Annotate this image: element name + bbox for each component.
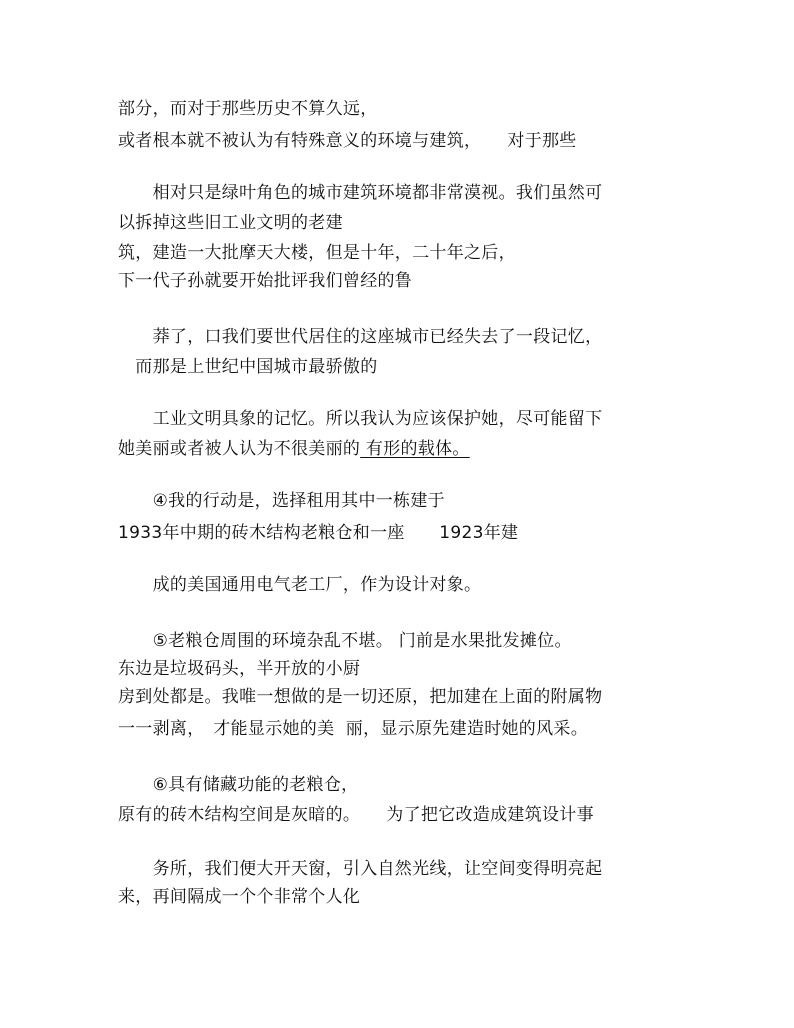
text-line: 务所，我们便大开天窗，引入自然光线，让空间变得明亮起 (118, 859, 603, 879)
text-line: ④我的行动是，选择租用其中一栋建于 (118, 491, 445, 511)
text-line: 筑，建造一大批摩天大楼，但是十年，二十年之后， (118, 243, 516, 263)
text-line: ⑤老粮仓周围的环境杂乱不堪。 门前是水果批发摊位。 (118, 631, 572, 651)
text-line: 部分，而对于那些历史不算久远， (118, 99, 378, 119)
text-line: 房到处都是。我唯一想做的是一切还原，把加建在上面的附属物 (118, 687, 603, 707)
text-line: 工业文明具象的记忆。所以我认为应该保护她，尽可能留下 (118, 409, 603, 429)
text-line: 或者根本就不被认为有特殊意义的环境与建筑， 对于那些 (118, 131, 577, 151)
text-line: ⑥具有储藏功能的老粮仓， (118, 775, 359, 795)
text-line: 成的美国通用电气老工厂，作为设计对象。 (118, 575, 482, 595)
text-line: 莽了，口我们要世代居住的这座城市已经失去了一段记忆， (118, 327, 603, 347)
text-line: 相对只是绿叶角色的城市建筑环境都非常漠视。我们虽然可 (118, 183, 603, 203)
text-line: 一一剥离， 才能显示她的美 丽，显示原先建造时她的风采。 (118, 719, 589, 739)
text-line: 东边是垃圾码头，半开放的小厨 (118, 659, 361, 679)
text-line-with-underline (118, 438, 470, 460)
text-line: 来，再间隔成一个个非常个人化 (118, 887, 361, 907)
text-line: 而那是上世纪中国城市最骄傲的 (118, 357, 378, 377)
text-line: 以拆掉这些旧工业文明的老建 (118, 213, 343, 233)
text-line: 1933年中期的砖木结构老粮仓和一座 1923年建 (118, 523, 519, 543)
text-segment: 她美丽或者被人认为不很美丽的 (118, 439, 361, 459)
text-line: 原有的砖木结构空间是灰暗的。 为了把它改造成建筑设计事 (118, 805, 594, 825)
underlined-phrase: 有形的载体。 (360, 439, 470, 459)
text-line: 下一代子孙就要开始批评我们曾经的鲁 (118, 271, 413, 291)
